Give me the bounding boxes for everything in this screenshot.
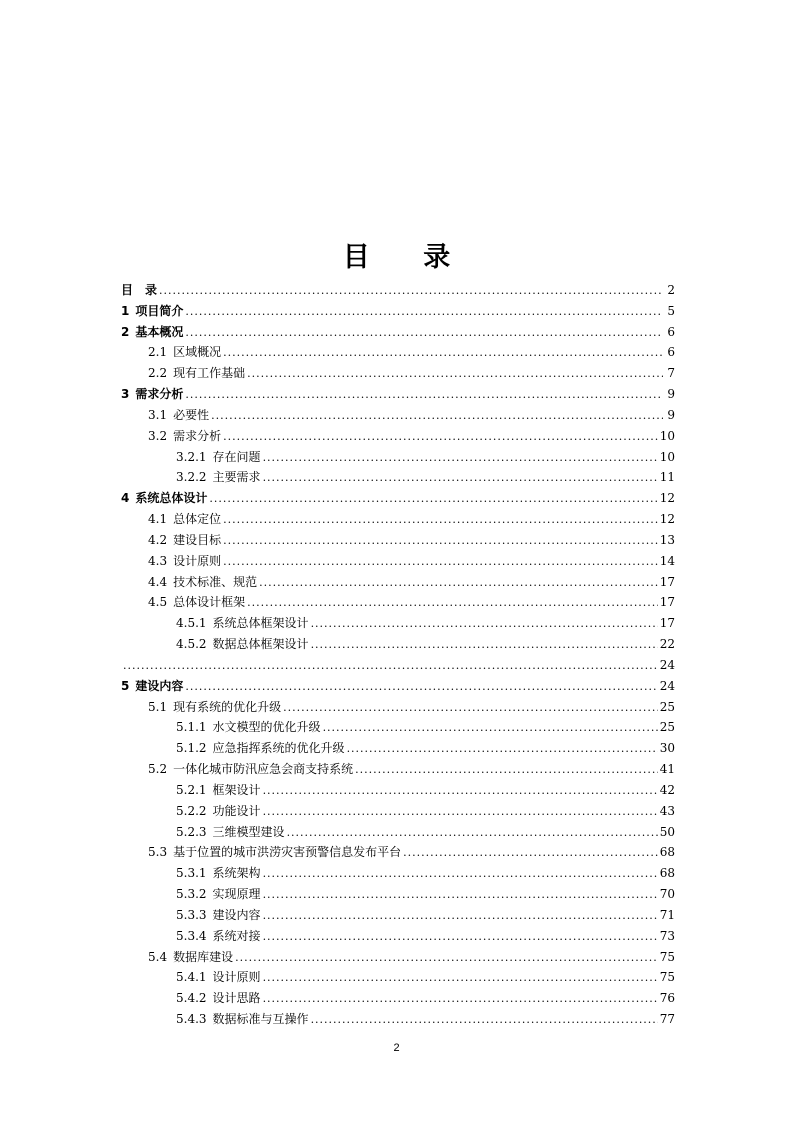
toc-entry-text: 水文模型的优化升级 [212,720,321,735]
toc-entry-page: 9 [667,387,675,402]
toc-entry-label [176,447,261,467]
page-number: 2 [393,1042,400,1054]
toc-entry[interactable] [121,530,675,551]
toc-entry[interactable] [121,301,675,322]
toc-entry-text: 一体化城市防汛应急会商支持系统 [173,762,354,777]
toc-entry-label [148,592,245,612]
toc-entry-number: 5.1.1 [176,720,207,735]
toc-entry[interactable] [121,488,675,509]
toc-dot-leader [209,489,657,509]
toc-entry-number: 5.2.1 [176,782,207,797]
toc-entry-label [148,426,221,446]
toc-dot-leader [247,364,663,384]
toc-entry-text: 系统总体框架设计 [212,616,309,631]
toc-entry-label [176,467,261,487]
toc-entry-text: 区域概况 [173,345,222,360]
toc-entry-number: 5.3.4 [176,928,207,943]
toc-entry-label [148,509,221,529]
toc-entry-page: 22 [659,637,675,652]
toc-entry-text: 现有工作基础 [173,366,246,381]
toc-dot-leader [311,1010,658,1030]
toc-entry-number: 4 [121,491,130,506]
toc-entry-number: 3.2 [148,428,168,443]
toc-entry-page: 24 [659,657,675,672]
toc-dot-leader [347,739,658,759]
toc-entry-label [148,363,245,383]
toc-entry-page: 70 [659,887,675,902]
toc-entry-page: 30 [659,741,675,756]
toc-dot-leader [263,802,658,822]
toc-entry-page: 2 [667,283,675,297]
toc-entry-number: 4.3 [148,553,168,568]
toc-entry-page: 68 [659,866,675,881]
toc-title: 目 录 [342,242,473,273]
toc-entry-page: 25 [659,720,675,735]
toc-entry-text: 数据标准与互操作 [212,1011,309,1026]
toc-entry-number: 5.2.2 [176,803,207,818]
toc-entry-number: 5.2 [148,762,168,777]
toc-entry-number: 2.2 [148,366,168,381]
toc-entry[interactable] [121,634,675,655]
toc-entry-label [176,863,261,883]
toc-entry-label [121,280,157,300]
toc-entry-text: 系统对接 [212,928,261,943]
toc-dot-leader [211,406,663,426]
toc-entry[interactable] [121,905,675,926]
toc-entry[interactable] [121,863,675,884]
toc-entry[interactable] [121,1009,675,1030]
toc-entry-text: 数据库建设 [173,949,234,964]
toc-entry-label [176,884,261,904]
toc-dot-leader [311,635,658,655]
toc-dot-leader [323,718,658,738]
toc-entry-page: 14 [659,553,675,568]
toc-dot-leader [283,698,658,718]
toc-dot-leader [185,323,663,343]
toc-entry[interactable] [121,717,675,738]
toc-entry-label [121,676,183,696]
toc-entry-label [176,613,309,633]
toc-entry-text: 应急指挥系统的优化升级 [212,741,345,756]
toc-entry[interactable] [121,280,675,301]
toc-dot-leader [247,593,658,613]
toc-entry-label [176,905,261,925]
toc-entry-number: 1 [121,303,130,318]
toc-entry-label [176,717,321,737]
toc-dot-leader [263,906,658,926]
toc-entry-page: 43 [659,803,675,818]
toc-entry-page: 75 [659,970,675,985]
toc-entry[interactable] [121,509,675,530]
toc-dot-leader [311,614,658,634]
toc-entry[interactable] [121,842,675,863]
toc-entry-number: 4.5.1 [176,616,207,631]
toc-entry-text: 建设内容 [212,907,261,922]
toc-dot-leader [263,927,658,947]
toc-dot-leader [287,823,658,843]
toc-entry[interactable] [121,613,675,634]
toc-entry-label [176,634,309,654]
toc-dot-leader [223,552,658,572]
toc-entry-text: 需求分析 [173,428,222,443]
toc-dot-leader [263,989,658,1009]
toc-entry-label [176,926,261,946]
toc-entry-label [121,301,183,321]
toc-entry-text: 系统架构 [212,866,261,881]
toc-entry-label [176,780,261,800]
toc-entry-page: 5 [667,303,675,318]
toc-entry-number: 5.3.2 [176,887,207,902]
toc-entry[interactable] [121,447,675,468]
toc-entry-label [176,1009,309,1029]
toc-entry-text: 必要性 [173,407,210,422]
toc-entry-number: 2 [121,324,130,339]
toc-entry[interactable] [121,342,675,363]
toc-entry-text: 实现原理 [212,887,261,902]
toc-entry[interactable] [121,822,675,843]
toc-entry-number: 4.5.2 [176,637,207,652]
toc-entry-text: 基本概况 [135,324,184,339]
toc-entry-text: 数据总体框架设计 [212,637,309,652]
toc-dot-leader [223,427,658,447]
toc-entry-number: 5.4.1 [176,970,207,985]
toc-entry-text: 建设目标 [173,532,222,547]
toc-entry-text: 需求分析 [135,387,184,402]
toc-entry-text: 存在问题 [212,449,261,464]
toc-entry-page: 6 [667,324,675,339]
toc-entry[interactable] [121,467,675,488]
toc-entry-label [176,967,261,987]
toc-entry-page: 17 [659,616,675,631]
toc-entry[interactable] [121,947,675,968]
toc-entry-text: 技术标准、规范 [173,574,258,589]
toc-entry-number: 5.4 [148,949,168,964]
toc-dot-leader [185,385,663,405]
toc-entry-text: 现有系统的优化升级 [173,699,282,714]
toc-entry-label [148,842,401,862]
toc-entry-number: 3.1 [148,407,168,422]
toc-entry-number: 5.1 [148,699,168,714]
toc-entry[interactable] [121,759,675,780]
toc-entry[interactable] [121,926,675,947]
toc-entry[interactable] [121,676,675,697]
toc-entry-number: 2.1 [148,345,168,360]
toc-entry-label [148,697,281,717]
toc-entry-text: 系统总体设计 [135,491,208,506]
toc-dot-leader [263,468,658,488]
toc-entry-page: 9 [667,407,675,422]
toc-entry-page: 75 [659,949,675,964]
toc-entry-page: 41 [659,762,675,777]
toc-entry-text: 总体设计框架 [173,595,246,610]
toc-entry-text: 项目简介 [135,303,184,318]
table-of-contents [121,280,675,1030]
toc-entry-text: 设计原则 [173,553,222,568]
toc-entry[interactable] [121,697,675,718]
toc-entry[interactable] [121,592,675,613]
toc-dot-leader [123,656,658,676]
toc-entry-page: 12 [659,491,675,506]
toc-dot-leader [259,573,658,593]
toc-entry-page: 10 [659,428,675,443]
toc-entry-text: 目 录 [121,283,158,297]
toc-entry-number: 4.5 [148,595,168,610]
toc-entry[interactable] [121,655,675,676]
toc-entry-text: 设计思路 [212,991,261,1006]
toc-entry-number: 5.3.1 [176,866,207,881]
toc-entry[interactable] [121,738,675,759]
toc-entry-page: 12 [659,512,675,527]
toc-entry-page: 11 [659,470,675,485]
toc-entry-page: 73 [659,928,675,943]
toc-entry[interactable] [121,363,675,384]
toc-entry-label [148,405,209,425]
toc-entry[interactable] [121,780,675,801]
toc-dot-leader [223,531,658,551]
toc-dot-leader [263,968,658,988]
toc-entry[interactable] [121,967,675,988]
toc-entry-number: 3.2.1 [176,449,207,464]
toc-entry[interactable] [121,801,675,822]
toc-entry-label [148,551,221,571]
toc-entry-page: 10 [659,449,675,464]
toc-entry-page: 17 [659,595,675,610]
toc-entry-number: 5.2.3 [176,824,207,839]
toc-entry[interactable] [121,384,675,405]
toc-entry-label [176,988,261,1008]
toc-entry-number: 5.3 [148,845,168,860]
toc-entry[interactable] [121,551,675,572]
toc-entry-label [176,801,261,821]
toc-entry-number: 5.4.2 [176,991,207,1006]
toc-dot-leader [263,781,658,801]
toc-entry-label [121,322,183,342]
toc-entry-number: 4.1 [148,512,168,527]
toc-entry[interactable] [121,322,675,343]
toc-dot-leader [223,343,663,363]
toc-entry-page: 25 [659,699,675,714]
toc-entry-number: 5.1.2 [176,741,207,756]
toc-entry-page: 7 [667,366,675,381]
toc-entry-label [148,572,257,592]
toc-entry-number: 3.2.2 [176,470,207,485]
toc-dot-leader [185,302,663,322]
toc-dot-leader [263,864,658,884]
toc-entry-page: 77 [659,1011,675,1026]
toc-entry-page: 50 [659,824,675,839]
toc-entry-page: 17 [659,574,675,589]
toc-entry-text: 功能设计 [212,803,261,818]
toc-dot-leader [263,885,658,905]
toc-entry-text: 设计原则 [212,970,261,985]
toc-entry[interactable] [121,572,675,593]
toc-entry-page: 71 [659,907,675,922]
toc-entry-text: 三维模型建设 [212,824,285,839]
toc-dot-leader [355,760,658,780]
toc-dot-leader [223,510,658,530]
toc-entry-text: 框架设计 [212,782,261,797]
toc-entry-text: 主要需求 [212,470,261,485]
toc-dot-leader [235,948,658,968]
toc-entry[interactable] [121,988,675,1009]
toc-entry-page: 6 [667,345,675,360]
toc-entry-label [121,488,207,508]
toc-entry-text: 总体定位 [173,512,222,527]
toc-entry[interactable] [121,405,675,426]
toc-entry[interactable] [121,884,675,905]
toc-entry-number: 5.4.3 [176,1011,207,1026]
toc-entry-label [148,342,221,362]
toc-entry-label [148,947,233,967]
toc-entry-label [176,822,285,842]
toc-dot-leader [263,448,658,468]
toc-entry-number: 5.3.3 [176,907,207,922]
toc-entry-page: 76 [659,991,675,1006]
toc-entry-page: 42 [659,782,675,797]
toc-entry-text: 建设内容 [135,678,184,693]
toc-entry-page: 68 [659,845,675,860]
toc-entry-label [148,759,353,779]
toc-entry-page: 24 [659,678,675,693]
toc-entry-label [121,384,183,404]
toc-dot-leader [403,843,658,863]
toc-entry-number: 4.2 [148,532,168,547]
toc-entry-label [148,530,221,550]
toc-dot-leader [159,281,663,301]
toc-entry-text: 基于位置的城市洪涝灾害预警信息发布平台 [173,845,402,860]
toc-entry[interactable] [121,426,675,447]
toc-entry-number: 4.4 [148,574,168,589]
toc-entry-number: 3 [121,387,130,402]
toc-entry-number: 5 [121,678,130,693]
toc-dot-leader [185,677,657,697]
toc-entry-label [176,738,345,758]
toc-entry-page: 13 [659,532,675,547]
